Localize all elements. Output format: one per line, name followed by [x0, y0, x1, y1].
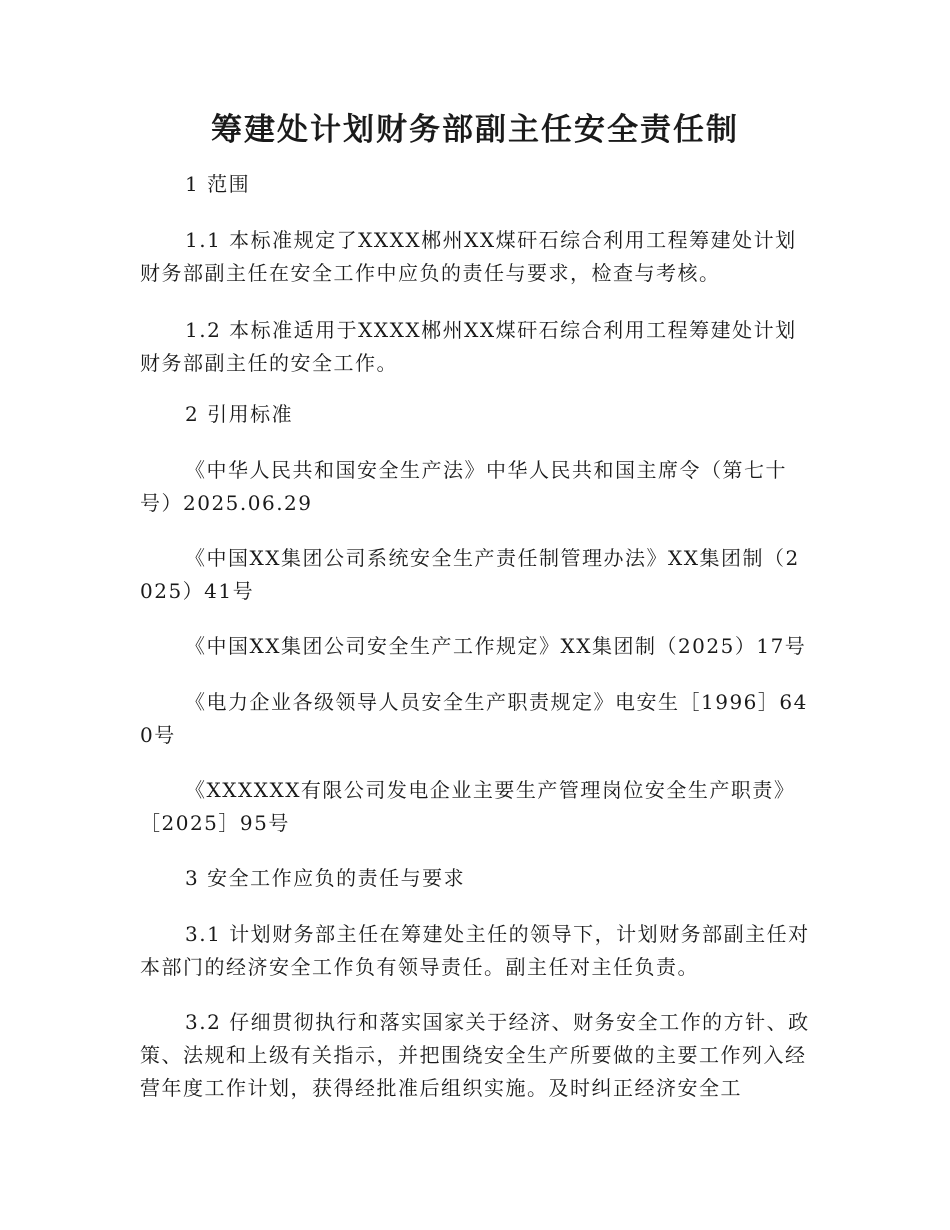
- clause-3-1: 3.1 计划财务部主任在筹建处主任的领导下，计划财务部副主任对本部门的经济安全工作负有领导责任。副主任对主任负责。: [140, 922, 810, 979]
- reference-4: 《电力企业各级领导人员安全生产职责规定》电安生［1996］640号: [140, 690, 808, 747]
- reference-5: 《XXXXXX有限公司发电企业主要生产管理岗位安全生产职责》［2025］95号: [140, 778, 796, 835]
- reference-3: 《中国XX集团公司安全生产工作规定》XX集团制（2025）17号: [185, 634, 807, 658]
- clause-1-2: 1.2 本标准适用于XXXX郴州XX煤矸石综合利用工程筹建处计划财务部副主任的安全工作。: [140, 318, 797, 375]
- clause-3-2: 3.2 仔细贯彻执行和落实国家关于经济、财务安全工作的方针、政策、法规和上级有关指示，并把围绕安全生产所要做的主要工作列入经营年度工作计划，获得经批准后组织实施。及时纠正经济安全工: [140, 1010, 810, 1100]
- reference-2: 《中国XX集团公司系统安全生产责任制管理办法》XX集团制（2025）41号: [140, 546, 800, 603]
- section-2-heading: 2 引用标准: [185, 402, 294, 426]
- section-1-heading: 1 范围: [185, 172, 251, 196]
- section-3-heading: 3 安全工作应负的责任与要求: [185, 866, 466, 890]
- reference-1: 《中华人民共和国安全生产法》中华人民共和国主席令（第七十号）2025.06.29: [140, 458, 787, 515]
- document-title: 筹建处计划财务部副主任安全责任制: [211, 112, 739, 148]
- clause-1-1: 1.1 本标准规定了XXXX郴州XX煤矸石综合利用工程筹建处计划财务部副主任在安全工作中应负的责任与要求，检查与考核。: [140, 228, 797, 285]
